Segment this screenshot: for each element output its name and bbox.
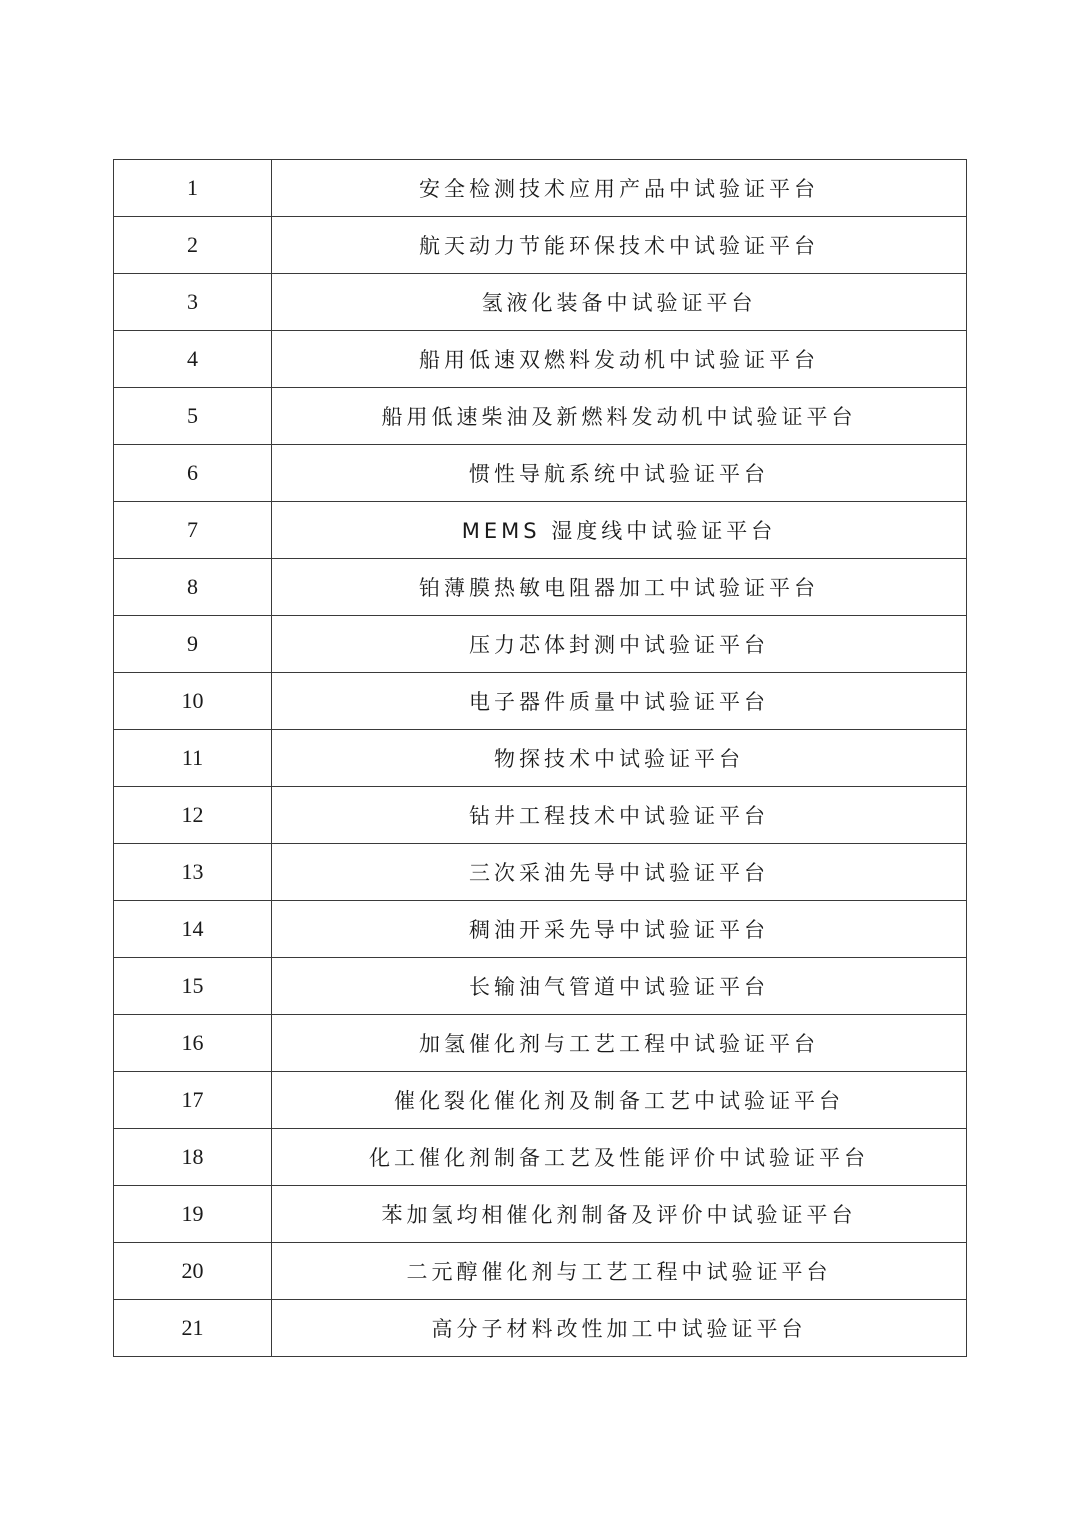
table-row <box>114 616 967 673</box>
row-number: 12 <box>114 787 272 844</box>
table-row <box>114 1015 967 1072</box>
table-row <box>114 1129 967 1186</box>
table-row <box>114 901 967 958</box>
platform-name: 铂薄膜热敏电阻器加工中试验证平台 <box>272 559 967 616</box>
table-row <box>114 730 967 787</box>
row-number: 6 <box>114 445 272 502</box>
platform-name: 安全检测技术应用产品中试验证平台 <box>272 160 967 217</box>
table-row <box>114 673 967 730</box>
platform-name: 电子器件质量中试验证平台 <box>272 673 967 730</box>
platform-name: 氢液化装备中试验证平台 <box>272 274 967 331</box>
platform-name: 二元醇催化剂与工艺工程中试验证平台 <box>272 1243 967 1300</box>
row-number: 8 <box>114 559 272 616</box>
platform-name: 航天动力节能环保技术中试验证平台 <box>272 217 967 274</box>
table-row <box>114 787 967 844</box>
row-number: 20 <box>114 1243 272 1300</box>
row-number: 7 <box>114 502 272 559</box>
platform-name: 高分子材料改性加工中试验证平台 <box>272 1300 967 1357</box>
platform-name: MEMS 湿度线中试验证平台 <box>272 502 967 559</box>
row-number: 5 <box>114 388 272 445</box>
platform-name: 加氢催化剂与工艺工程中试验证平台 <box>272 1015 967 1072</box>
table-row <box>114 331 967 388</box>
row-number: 3 <box>114 274 272 331</box>
row-number: 17 <box>114 1072 272 1129</box>
platform-name: 物探技术中试验证平台 <box>272 730 967 787</box>
platform-name: 三次采油先导中试验证平台 <box>272 844 967 901</box>
table-row <box>114 1300 967 1357</box>
platform-name: 钻井工程技术中试验证平台 <box>272 787 967 844</box>
table-row <box>114 388 967 445</box>
platform-name: 催化裂化催化剂及制备工艺中试验证平台 <box>272 1072 967 1129</box>
row-number: 10 <box>114 673 272 730</box>
table-row <box>114 1243 967 1300</box>
row-number: 16 <box>114 1015 272 1072</box>
table-row <box>114 160 967 217</box>
platform-name: 船用低速双燃料发动机中试验证平台 <box>272 331 967 388</box>
row-number: 9 <box>114 616 272 673</box>
table-row <box>114 844 967 901</box>
platform-name: 化工催化剂制备工艺及性能评价中试验证平台 <box>272 1129 967 1186</box>
row-number: 11 <box>114 730 272 787</box>
row-number: 2 <box>114 217 272 274</box>
platform-name: 稠油开采先导中试验证平台 <box>272 901 967 958</box>
platform-name: 船用低速柴油及新燃料发动机中试验证平台 <box>272 388 967 445</box>
table-row <box>114 559 967 616</box>
row-number: 15 <box>114 958 272 1015</box>
table-row <box>114 1072 967 1129</box>
platform-name: 压力芯体封测中试验证平台 <box>272 616 967 673</box>
platform-name: 长输油气管道中试验证平台 <box>272 958 967 1015</box>
row-number: 1 <box>114 160 272 217</box>
platform-list-table <box>113 159 967 1357</box>
table-row <box>114 1186 967 1243</box>
row-number: 4 <box>114 331 272 388</box>
table-row <box>114 445 967 502</box>
table-row <box>114 217 967 274</box>
row-number: 18 <box>114 1129 272 1186</box>
platform-name: 苯加氢均相催化剂制备及评价中试验证平台 <box>272 1186 967 1243</box>
row-number: 13 <box>114 844 272 901</box>
row-number: 14 <box>114 901 272 958</box>
table-row <box>114 958 967 1015</box>
row-number: 19 <box>114 1186 272 1243</box>
table-row <box>114 502 967 559</box>
row-number: 21 <box>114 1300 272 1357</box>
table-row <box>114 274 967 331</box>
platform-name: 惯性导航系统中试验证平台 <box>272 445 967 502</box>
